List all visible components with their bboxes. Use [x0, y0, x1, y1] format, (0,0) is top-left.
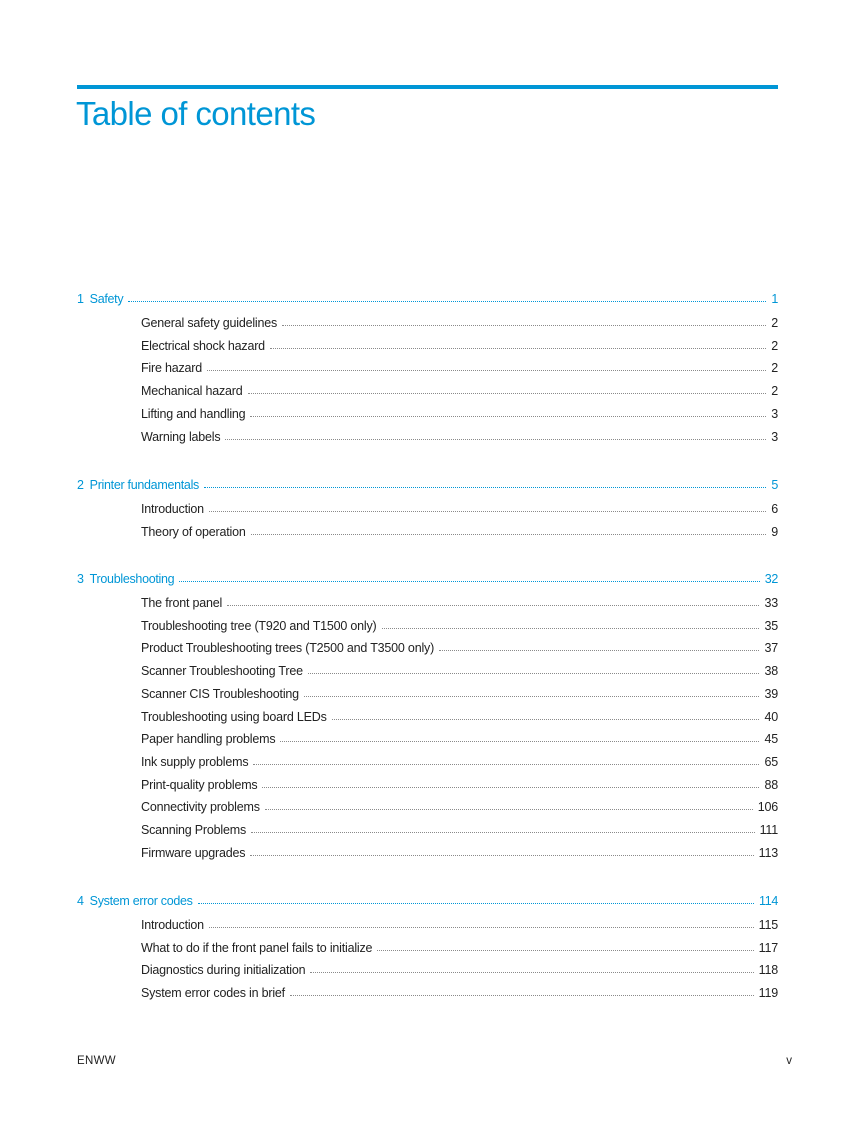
- section-page-number: 65: [764, 754, 778, 769]
- toc-chapter-entry[interactable]: [77, 478, 778, 496]
- toc-section-entry[interactable]: [141, 596, 778, 614]
- chapter-page-number: 5: [771, 478, 778, 492]
- toc-section-entry[interactable]: [141, 525, 778, 543]
- toc-section-entry[interactable]: [141, 800, 778, 818]
- dot-leader: [265, 800, 753, 810]
- dot-leader: [128, 292, 766, 302]
- dot-leader: [308, 664, 760, 674]
- chapter-title-text: Troubleshooting: [89, 572, 175, 586]
- dot-leader: [377, 941, 753, 951]
- dot-leader: [248, 384, 767, 394]
- dot-leader: [439, 641, 759, 651]
- section-title: Introduction: [141, 918, 204, 932]
- section-page-number: 38: [764, 664, 778, 679]
- section-title: Product Troubleshooting trees (T2500 and T3500 only): [141, 641, 435, 656]
- toc-section-entry[interactable]: [141, 918, 778, 936]
- toc-section-entry[interactable]: [141, 316, 778, 334]
- toc-section-entry[interactable]: [141, 384, 778, 402]
- section-title: Firmware upgrades: [141, 845, 246, 860]
- section-page-number: 9: [771, 524, 778, 539]
- section-title: Scanning Problems: [141, 823, 246, 837]
- dot-leader: [282, 316, 766, 326]
- dot-leader: [204, 478, 766, 488]
- section-page-number: 88: [764, 777, 778, 792]
- dot-leader: [225, 430, 766, 440]
- footer-page-number: v: [786, 1055, 792, 1067]
- dot-leader: [209, 918, 754, 928]
- toc-section-entry[interactable]: [141, 641, 778, 659]
- dot-leader: [262, 778, 759, 788]
- section-page-number: 45: [764, 732, 778, 747]
- toc-section-entry[interactable]: [141, 687, 778, 705]
- dot-leader: [304, 687, 760, 697]
- section-page-number: 113: [758, 845, 778, 860]
- section-page-number: 3: [771, 406, 778, 421]
- page-title: Table of contents: [76, 95, 316, 132]
- section-title: The front panel: [141, 596, 223, 610]
- dot-leader: [209, 502, 766, 512]
- section-page-number: 39: [764, 686, 778, 701]
- dot-leader: [198, 894, 754, 904]
- section-title: Lifting and handling: [141, 406, 246, 421]
- chapter-title: [77, 292, 125, 306]
- section-page-number: 37: [764, 641, 778, 656]
- section-page-number: 106: [757, 800, 778, 815]
- section-title: Warning labels: [141, 429, 221, 444]
- dot-leader: [290, 986, 754, 996]
- dot-leader: [270, 339, 766, 349]
- section-page-number: 111: [759, 823, 778, 837]
- dot-leader: [250, 407, 766, 417]
- section-page-number: 2: [771, 338, 778, 353]
- section-title: Ink supply problems: [141, 754, 249, 769]
- toc-section-entry[interactable]: [141, 430, 778, 448]
- section-page-number: 119: [758, 986, 778, 1001]
- section-title: Troubleshooting tree (T920 and T1500 only): [141, 618, 377, 633]
- dot-leader: [310, 963, 753, 973]
- toc-section-entry[interactable]: [141, 710, 778, 728]
- section-page-number: 117: [758, 940, 778, 955]
- section-page-number: 2: [771, 361, 778, 376]
- toc-section-entry[interactable]: [141, 846, 778, 864]
- dot-leader: [251, 525, 767, 535]
- chapter-title-text: Printer fundamentals: [89, 478, 199, 492]
- section-page-number: 118: [758, 963, 778, 978]
- section-page-number: 6: [771, 502, 778, 516]
- section-title: General safety guidelines: [141, 316, 278, 330]
- toc-section-entry[interactable]: [141, 339, 778, 357]
- chapter-number: 2: [77, 478, 84, 492]
- chapter-title: [77, 894, 195, 908]
- section-page-number: 33: [764, 596, 778, 610]
- dot-leader: [250, 846, 753, 856]
- toc-section-entry[interactable]: [141, 963, 778, 981]
- dot-leader: [251, 823, 755, 833]
- toc-chapter-entry[interactable]: [77, 572, 778, 590]
- section-title: Mechanical hazard: [141, 384, 243, 399]
- toc-section-entry[interactable]: [141, 755, 778, 773]
- section-title: Troubleshooting using board LEDs: [141, 709, 327, 724]
- section-title: Print-quality problems: [141, 777, 258, 792]
- section-title: Fire hazard: [141, 361, 203, 376]
- section-title: System error codes in brief: [141, 986, 285, 1001]
- section-page-number: 2: [771, 316, 778, 330]
- title-rule: [77, 85, 778, 89]
- section-page-number: 40: [764, 709, 778, 724]
- chapter-title: [77, 478, 201, 492]
- chapter-title: [77, 572, 176, 586]
- toc-section-entry[interactable]: [141, 941, 778, 959]
- dot-leader: [280, 732, 759, 742]
- toc-section-entry[interactable]: [141, 664, 778, 682]
- section-title: Scanner CIS Troubleshooting: [141, 686, 299, 701]
- chapter-number: 4: [77, 894, 84, 908]
- section-title: Connectivity problems: [141, 800, 260, 815]
- toc-section-entry[interactable]: [141, 502, 778, 520]
- section-page-number: 3: [771, 429, 778, 444]
- dot-leader: [179, 572, 759, 582]
- section-title: Theory of operation: [141, 524, 246, 539]
- toc-section-entry[interactable]: [141, 778, 778, 796]
- toc-section-entry[interactable]: [141, 823, 778, 841]
- section-page-number: 115: [758, 918, 778, 932]
- section-title: Paper handling problems: [141, 732, 276, 747]
- section-title: Diagnostics during initialization: [141, 963, 306, 978]
- toc-section-entry[interactable]: [141, 619, 778, 637]
- section-page-number: 2: [771, 384, 778, 399]
- chapter-title-text: System error codes: [89, 894, 193, 908]
- chapter-title-text: Safety: [89, 292, 124, 306]
- section-page-number: 35: [764, 618, 778, 633]
- dot-leader: [382, 619, 760, 629]
- toc-chapter-entry[interactable]: [77, 894, 778, 912]
- toc-section-entry[interactable]: [141, 732, 778, 750]
- chapter-page-number: 114: [758, 894, 778, 908]
- dot-leader: [253, 755, 759, 765]
- toc-section-entry[interactable]: [141, 361, 778, 379]
- section-title: Introduction: [141, 502, 204, 516]
- chapter-number: 3: [77, 572, 84, 586]
- section-title: Scanner Troubleshooting Tree: [141, 664, 303, 679]
- chapter-page-number: 32: [764, 572, 778, 586]
- toc-section-entry[interactable]: [141, 407, 778, 425]
- dot-leader: [207, 361, 766, 371]
- toc-chapter-entry[interactable]: [77, 292, 778, 310]
- dot-leader: [332, 710, 760, 720]
- toc-section-entry[interactable]: [141, 986, 778, 1004]
- chapter-page-number: 1: [771, 292, 778, 306]
- section-title: What to do if the front panel fails to initialize: [141, 940, 373, 955]
- dot-leader: [227, 596, 759, 606]
- chapter-number: 1: [77, 292, 84, 306]
- footer-label: ENWW: [77, 1055, 116, 1067]
- section-title: Electrical shock hazard: [141, 338, 265, 353]
